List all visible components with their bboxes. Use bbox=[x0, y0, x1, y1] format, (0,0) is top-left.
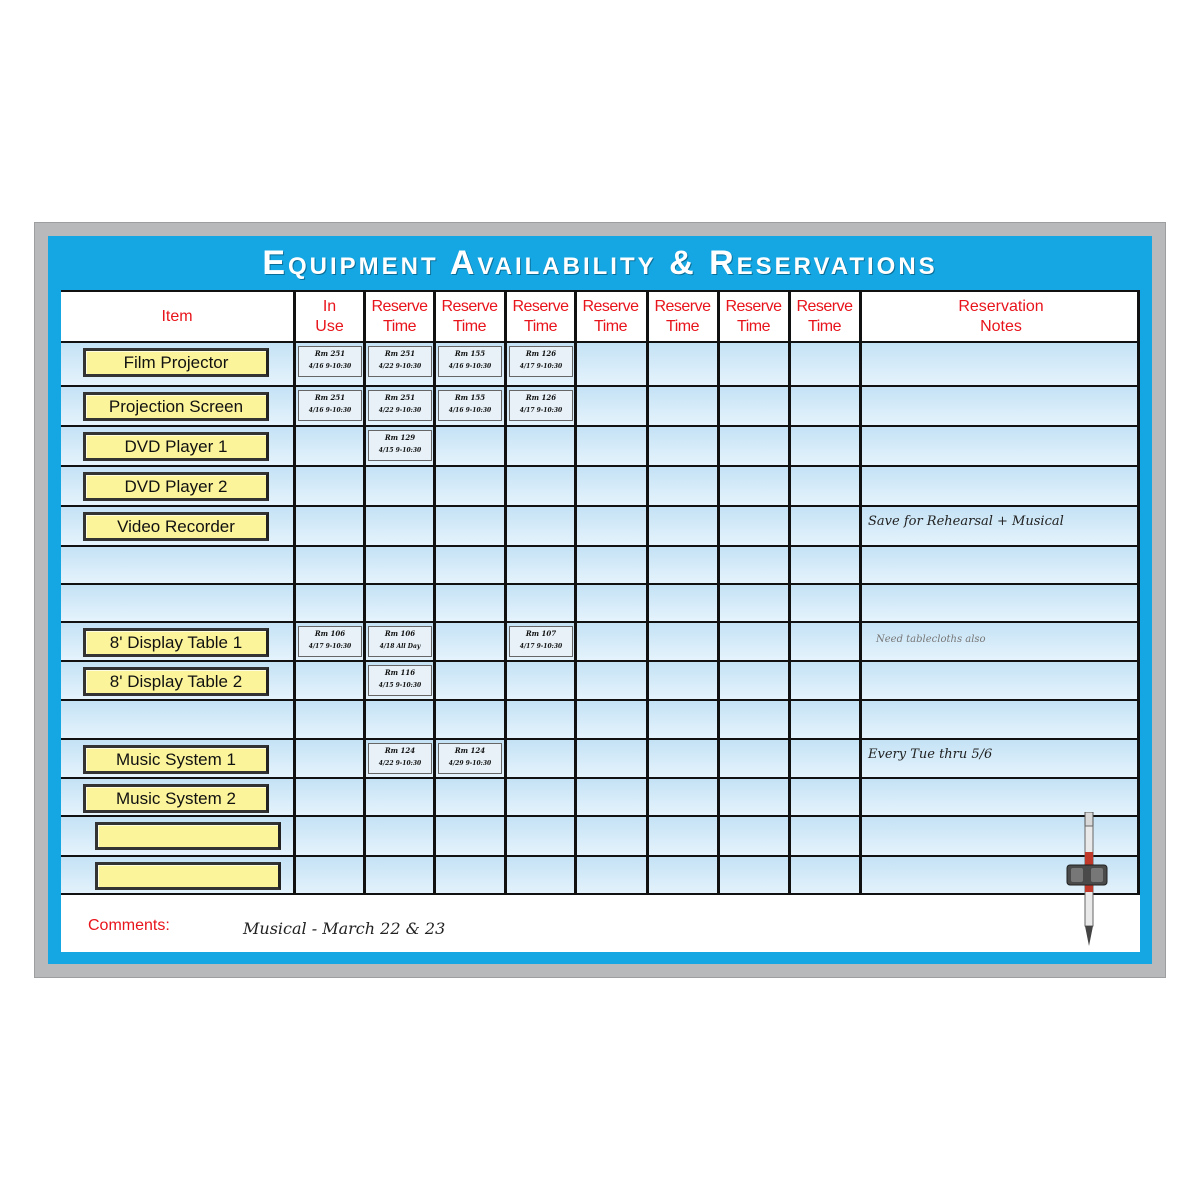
column-divider bbox=[293, 290, 296, 895]
item-label[interactable]: DVD Player 1 bbox=[83, 432, 269, 461]
header-notes bbox=[862, 293, 1140, 341]
reservation-date-time: 4/15 9-10:30 bbox=[378, 682, 422, 689]
reservation-date-time: 4/16 9-10:30 bbox=[448, 407, 492, 414]
header-reserve-time-4 bbox=[577, 293, 644, 341]
reservation-card[interactable] bbox=[368, 390, 432, 421]
header-reserve-time-6 bbox=[720, 293, 787, 341]
item-label[interactable]: Music System 1 bbox=[83, 745, 269, 774]
reservation-date-time: 4/16 9-10:30 bbox=[308, 407, 352, 414]
table-row bbox=[61, 545, 1140, 583]
header-reserve-time-2 bbox=[436, 293, 503, 341]
column-divider bbox=[363, 290, 366, 895]
column-divider bbox=[433, 290, 436, 895]
header-reserve-time-3 bbox=[507, 293, 574, 341]
column-divider bbox=[646, 290, 649, 895]
reservation-card[interactable] bbox=[298, 626, 362, 657]
reservation-room: Rm 106 bbox=[314, 629, 346, 638]
reservation-room: Rm 155 bbox=[454, 393, 486, 402]
reservation-date-time: 4/22 9-10:30 bbox=[378, 363, 422, 370]
item-label[interactable] bbox=[95, 822, 281, 850]
header-reserve-time-7 bbox=[791, 293, 858, 341]
reservation-date-time: 4/17 9-10:30 bbox=[519, 407, 563, 414]
reservation-card[interactable] bbox=[298, 346, 362, 377]
header-reserve-time-label: Time bbox=[594, 318, 627, 335]
reservation-card[interactable] bbox=[368, 430, 432, 461]
header-in-use-line2: Use bbox=[315, 318, 344, 335]
reservation-card[interactable] bbox=[438, 743, 502, 774]
reservation-room: Rm 251 bbox=[384, 349, 416, 358]
item-label[interactable]: DVD Player 2 bbox=[83, 472, 269, 501]
item-label[interactable]: 8' Display Table 1 bbox=[83, 628, 269, 657]
item-label[interactable]: Video Recorder bbox=[83, 512, 269, 541]
header-reserve-time-label: Time bbox=[383, 318, 416, 335]
reservation-date-time: 4/22 9-10:30 bbox=[378, 760, 422, 767]
reservation-room: Rm 106 bbox=[384, 629, 416, 638]
reservation-room: Rm 124 bbox=[454, 746, 486, 755]
reservation-card[interactable] bbox=[438, 390, 502, 421]
header-reserve-time-label: Reserve bbox=[725, 298, 782, 315]
reservation-date-time: 4/22 9-10:30 bbox=[378, 407, 422, 414]
column-divider bbox=[1137, 290, 1140, 895]
table-row bbox=[61, 583, 1140, 621]
reservation-note[interactable]: Save for Rehearsal + Musical bbox=[868, 514, 1064, 529]
header-reserve-time-label: Time bbox=[453, 318, 486, 335]
reservation-card[interactable] bbox=[509, 346, 573, 377]
header-reserve-time-label: Reserve bbox=[582, 298, 639, 315]
item-label[interactable]: Projection Screen bbox=[83, 392, 269, 421]
header-notes-line2: Notes bbox=[980, 318, 1022, 335]
header-reserve-time-label: Time bbox=[524, 318, 557, 335]
table-row bbox=[61, 699, 1140, 738]
reservation-card[interactable] bbox=[509, 626, 573, 657]
column-divider bbox=[859, 290, 862, 895]
reservation-card[interactable] bbox=[368, 665, 432, 696]
reservation-date-time: 4/17 9-10:30 bbox=[308, 643, 352, 650]
reservation-date-time: 4/17 9-10:30 bbox=[519, 643, 563, 650]
header-reserve-time-label: Time bbox=[808, 318, 841, 335]
header-reserve-time-label: Reserve bbox=[654, 298, 711, 315]
header-reserve-time-label: Reserve bbox=[512, 298, 569, 315]
reservation-note[interactable]: Need tablecloths also bbox=[876, 634, 986, 645]
reservation-room: Rm 155 bbox=[454, 349, 486, 358]
reservation-card[interactable] bbox=[298, 390, 362, 421]
header-reserve-time-label: Reserve bbox=[441, 298, 498, 315]
header-reserve-time-5 bbox=[649, 293, 716, 341]
reservation-note[interactable]: Every Tue thru 5/6 bbox=[868, 747, 993, 762]
board-title: Equipment Availability & Reservations bbox=[262, 244, 938, 282]
reservation-date-time: 4/17 9-10:30 bbox=[519, 363, 563, 370]
column-divider bbox=[504, 290, 507, 895]
reservation-room: Rm 107 bbox=[525, 629, 557, 638]
reservation-date-time: 4/29 9-10:30 bbox=[448, 760, 492, 767]
header-notes-line1: Reservation bbox=[958, 298, 1044, 315]
reservation-card[interactable] bbox=[509, 390, 573, 421]
table-bottom-border bbox=[61, 893, 1140, 895]
comments-text[interactable]: Musical - March 22 & 23 bbox=[243, 919, 446, 938]
reservation-room: Rm 129 bbox=[384, 433, 416, 442]
reservation-room: Rm 126 bbox=[525, 349, 557, 358]
reservation-card[interactable] bbox=[368, 626, 432, 657]
reservation-card[interactable] bbox=[438, 346, 502, 377]
header-reserve-time-label: Time bbox=[666, 318, 699, 335]
column-divider bbox=[788, 290, 791, 895]
eraser-icon[interactable] bbox=[1066, 862, 1108, 888]
column-divider bbox=[717, 290, 720, 895]
reservation-room: Rm 251 bbox=[314, 349, 346, 358]
reservation-date-time: 4/16 9-10:30 bbox=[448, 363, 492, 370]
header-reserve-time-label: Reserve bbox=[371, 298, 428, 315]
item-label[interactable]: Film Projector bbox=[83, 348, 269, 377]
item-label[interactable]: 8' Display Table 2 bbox=[83, 667, 269, 696]
header-reserve-time-label: Reserve bbox=[796, 298, 853, 315]
reservation-card[interactable] bbox=[368, 743, 432, 774]
header-in-use-line1: In bbox=[322, 298, 337, 315]
reservation-room: Rm 251 bbox=[314, 393, 346, 402]
column-divider bbox=[574, 290, 577, 895]
reservation-room: Rm 126 bbox=[525, 393, 557, 402]
header-top-border bbox=[61, 290, 1140, 292]
reservation-date-time: 4/15 9-10:30 bbox=[378, 447, 422, 454]
header-in-use bbox=[296, 293, 363, 341]
reservation-date-time: 4/18 All Day bbox=[379, 643, 421, 650]
header-item: Item bbox=[161, 308, 193, 325]
reservation-room: Rm 116 bbox=[384, 668, 416, 677]
reservation-room: Rm 251 bbox=[384, 393, 416, 402]
header-reserve-time-label: Time bbox=[737, 318, 770, 335]
reservation-date-time: 4/16 9-10:30 bbox=[308, 363, 352, 370]
reservation-card[interactable] bbox=[368, 346, 432, 377]
reservation-room: Rm 124 bbox=[384, 746, 416, 755]
comments-label: Comments: bbox=[88, 917, 170, 934]
header-reserve-time-1 bbox=[366, 293, 433, 341]
item-label[interactable]: Music System 2 bbox=[83, 784, 269, 813]
item-label[interactable] bbox=[95, 862, 281, 890]
